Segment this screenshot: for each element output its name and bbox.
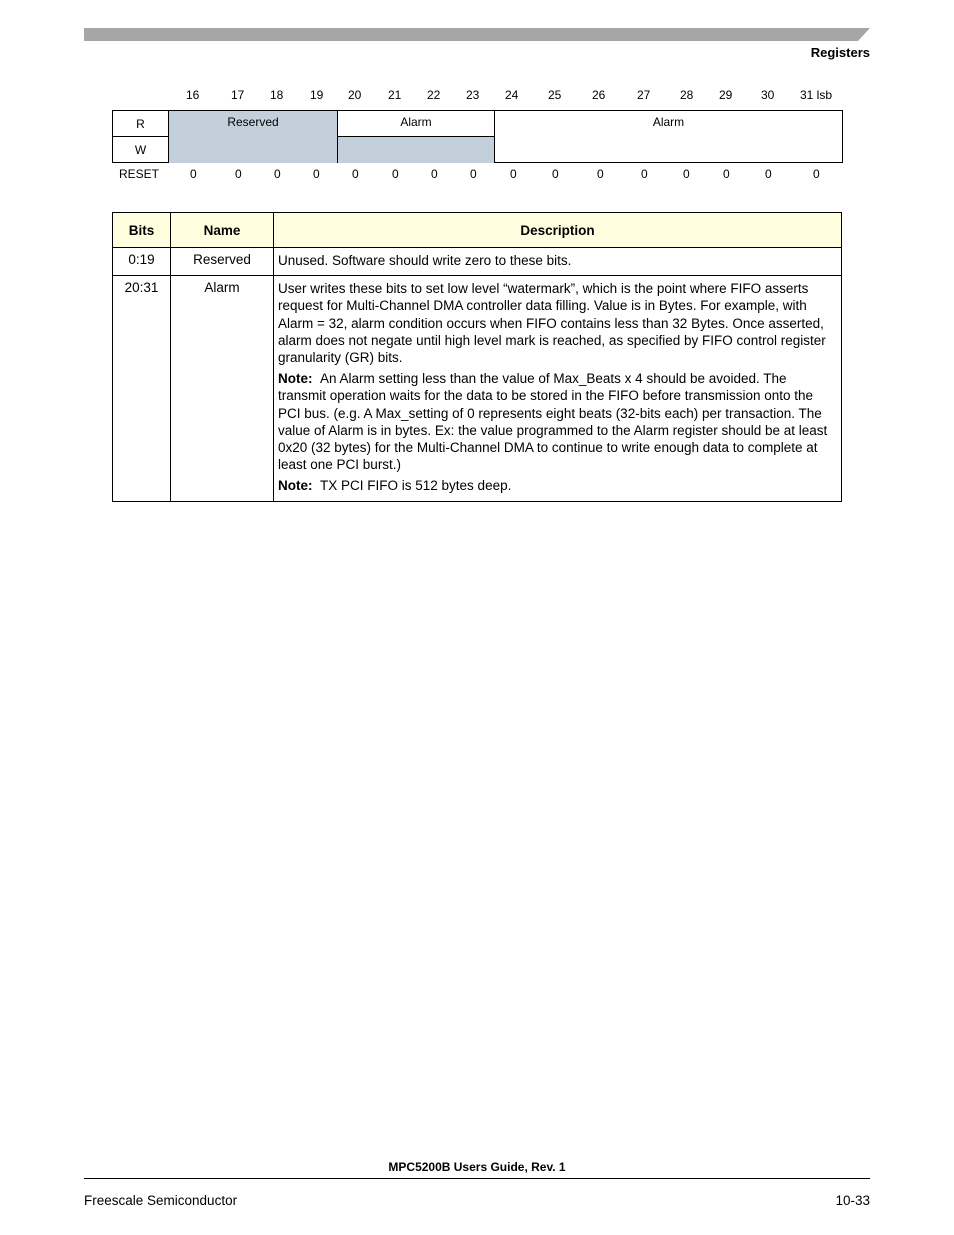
cell-bits: 0:19 [113,248,171,276]
note-label: Note: [278,371,313,387]
reset-value: 0 [813,167,820,181]
reset-value: 0 [552,167,559,181]
note-text: An Alarm setting less than the value of Max_Beats x 4 should be avoided. The transmit operation waits for the data to be stored in the FIFO before transmission onto the PCI bus. (e.g. A Max_setting of 0 represents eight beats (32-bits each) per transaction. The value of Alarm is in bytes. Ex: the value programmed to the Alarm register should be at least 0x20 (32 bytes) for the Multi-Channel DMA to continue to write enough data to complete at least one PCI burst.) [278,371,828,473]
reset-value: 0 [641,167,648,181]
field-reserved: Reserved [169,111,338,163]
field-alarm-read: Alarm [338,111,495,137]
register-diagram [112,110,843,163]
cell-description: Unused. Software should write zero to these bits. [274,248,842,276]
note-label: Note: [278,478,313,494]
reset-value: 0 [470,167,477,181]
reset-value: 0 [765,167,772,181]
bit-number: 25 [548,88,562,102]
field-alarm-rw: Alarm [652,115,685,129]
description-text: User writes these bits to set low level “watermark”, which is the point where FIFO asserts request for Multi-Channel DMA controller data filling. Value is in Bytes. For example, with Alarm = 32, alarm condition occurs when FIFO contains less than 32 Bytes. Once asserted, alarm does not negate until high level mark is reached, as specified by FIFO control register granularity (GR) bits. [278,281,826,366]
reset-value: 0 [352,167,359,181]
bit-number: 29 [719,88,733,102]
note-paragraph [278,370,835,473]
row-label-write: W [113,137,169,163]
reset-value: 0 [723,167,730,181]
bit-number: 23 [466,88,480,102]
bit-number: 31 lsb [800,88,833,102]
bit-number: 30 [761,88,775,102]
reset-value: 0 [190,167,197,181]
reset-value: 0 [392,167,399,181]
bit-number: 28 [680,88,694,102]
reset-value: 0 [313,167,320,181]
cell-bits: 20:31 [113,276,171,501]
page-number: 10-33 [835,1193,870,1208]
reset-value: 0 [510,167,517,181]
table-header-row [113,213,842,248]
reset-value: 0 [683,167,690,181]
reset-value: 0 [431,167,438,181]
note-paragraph [278,477,835,494]
cell-description [274,276,842,501]
bit-number: 19 [310,88,324,102]
section-title: Registers [810,45,870,60]
column-header-name: Name [171,213,274,248]
table-row [113,248,842,276]
column-header-bits: Bits [113,213,171,248]
header-bar [84,28,870,41]
field-alarm-write-shaded [338,137,495,163]
bit-number: 20 [348,88,362,102]
cell-name: Alarm [171,276,274,501]
reset-value: 0 [597,167,604,181]
bit-number: 24 [505,88,519,102]
company-name: Freescale Semiconductor [84,1193,238,1208]
table-row [113,276,842,501]
bit-number: 27 [637,88,651,102]
bit-number: 26 [592,88,606,102]
bit-number: 17 [231,88,245,102]
note-text: TX PCI FIFO is 512 bytes deep. [320,478,512,494]
cell-name: Reserved [171,248,274,276]
row-label-read: R [113,111,169,137]
footer-divider [84,1178,870,1179]
row-label-reset: RESET [119,167,160,181]
bit-number: 21 [388,88,402,102]
reset-value: 0 [274,167,281,181]
reset-value: 0 [235,167,242,181]
field-description-table [112,212,842,502]
bit-number: 18 [270,88,284,102]
column-header-description: Description [274,213,842,248]
guide-title: MPC5200B Users Guide, Rev. 1 [388,1160,566,1174]
bit-number: 22 [427,88,441,102]
bit-number: 16 [186,88,200,102]
